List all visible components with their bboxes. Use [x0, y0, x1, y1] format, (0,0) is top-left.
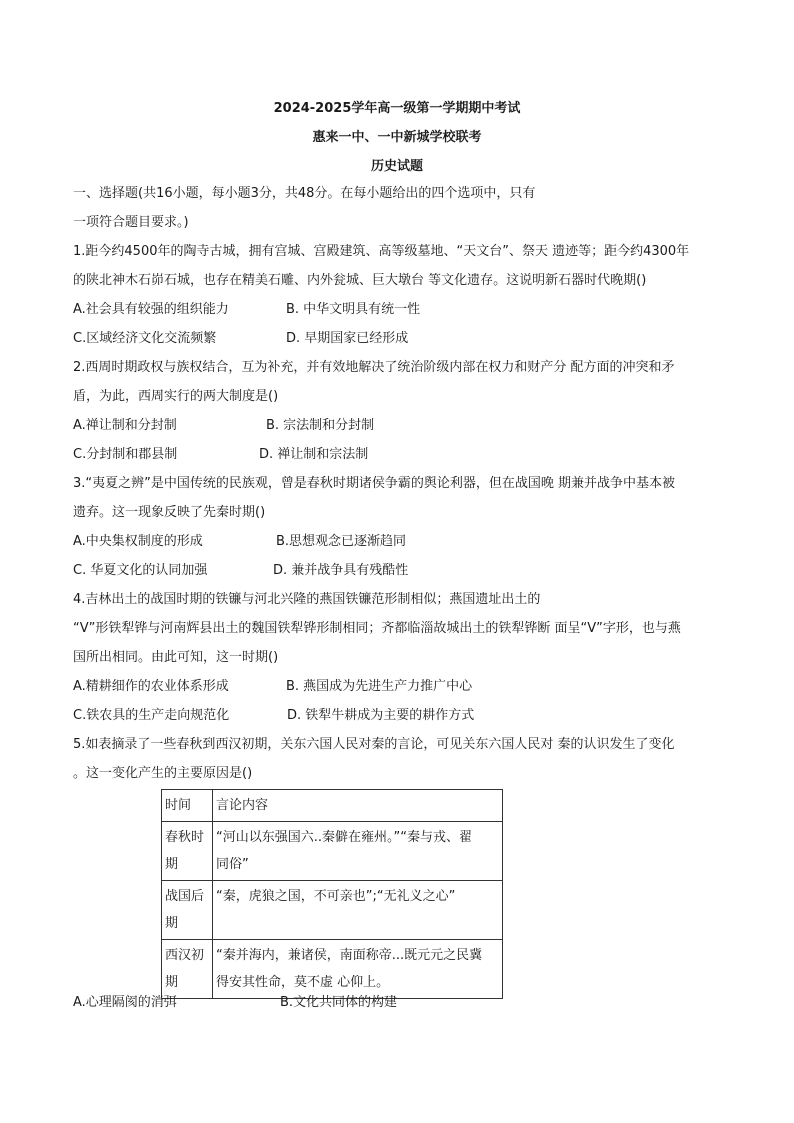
table-row	[162, 940, 503, 999]
q3-option-b: B.思想观念已逐渐趋同	[276, 534, 407, 549]
table-header-time: 时间	[162, 790, 213, 822]
q2-option-a: A.禅让制和分封制	[73, 418, 177, 433]
q3-option-a: A.中央集权制度的形成	[73, 534, 203, 549]
q4-stem-line2: “V”形铁犁铧与河南辉县出土的魏国铁犁铧形制相同；齐都临淄故城出土的铁犁铧断 面呈“V”字形，也与燕	[73, 621, 681, 636]
exam-subtitle: 惠来一中、一中新城学校联考	[312, 130, 482, 145]
q3-stem-line2: 遗弃。这一现象反映了先秦时期()	[73, 505, 266, 520]
q2-stem-line1: 2.西周时期政权与族权结合，互为补充，并有效地解决了统治阶级内部在权力和财产分 配方面的冲突和矛	[73, 360, 675, 375]
time-line1: 西汉初	[165, 948, 205, 963]
table-cell-time	[162, 822, 213, 881]
section-instructions-line2: 一项符合题目要求。)	[73, 215, 189, 230]
time-line2: 期	[165, 975, 179, 990]
content-line1: “秦并海内，兼诸侯，南面称帝...既元元之民冀	[216, 948, 483, 963]
time-line2: 期	[165, 916, 179, 931]
table-header-row	[162, 790, 503, 822]
q1-option-a: A.社会具有较强的组织能力	[73, 302, 229, 317]
content-line2: 同俗”	[216, 857, 249, 872]
q4-stem-line1: 4.吉林出土的战国时期的铁镰与河北兴隆的燕国铁镰范形制相似；燕国遗址出土的	[73, 592, 541, 607]
section-instructions-line1: 一、选择题(共16小题，每小题3分，共48分。在每小题给出的四个选项中，只有	[73, 186, 536, 201]
q5-option-b: B.文化共同体的构建	[280, 995, 398, 1010]
q2-stem-line2: 盾，为此，西周实行的两大制度是()	[73, 389, 279, 404]
q5-stem-line2: 。这一变化产生的主要原因是()	[73, 766, 253, 781]
content-line2: 得安其性命，莫不虚 心仰上。	[216, 975, 390, 990]
table-cell-content	[213, 822, 503, 881]
table-cell-content	[213, 940, 503, 999]
q1-option-c: C.区域经济文化交流频繁	[73, 331, 217, 346]
q4-option-c: C.铁农具的生产走向规范化	[73, 708, 230, 723]
table-cell-time	[162, 940, 213, 999]
q2-option-c: C.分封制和郡县制	[73, 447, 178, 462]
q3-stem-line1: 3.“夷夏之辨”是中国传统的民族观，曾是春秋时期诸侯争霸的舆论利器，但在战国晚 期兼并战争中基本被	[73, 476, 676, 491]
time-line1: 春秋时	[165, 830, 205, 845]
table-cell-time	[162, 881, 213, 940]
content-line2	[216, 910, 499, 937]
q5-quote-table	[161, 789, 503, 999]
table-header-content: 言论内容	[213, 790, 503, 822]
q1-stem-line2: 的陕北神木石峁石城，也存在精美石雕、内外瓮城、巨大墩台 等文化遗存。这说明新石器时代晚期()	[73, 273, 647, 288]
q1-option-d: D. 早期国家已经形成	[286, 331, 409, 346]
q3-option-c: C. 华夏文化的认同加强	[73, 563, 208, 578]
table-row	[162, 822, 503, 881]
time-line2: 期	[165, 857, 179, 872]
content-line1: “秦，虎狼之国，不可亲也”;“无礼义之心”	[216, 889, 456, 904]
exam-subject: 历史试题	[370, 159, 423, 174]
q2-option-d: D. 禅让制和宗法制	[259, 447, 369, 462]
q1-stem-line1: 1.距今约4500年的陶寺古城，拥有宫城、宫殿建筑、高等级墓地、“天文台”、祭天 遗迹等；距今约4300年	[73, 244, 690, 259]
q4-option-b: B. 燕国成为先进生产力推广中心	[286, 679, 473, 694]
content-line1: “河山以东强国六..秦僻在雍州。”“秦与戎、翟	[216, 830, 472, 845]
exam-title: 2024-2025学年高一级第一学期期中考试	[273, 101, 521, 116]
q2-option-b: B. 宗法制和分封制	[266, 418, 375, 433]
q4-option-a: A.精耕细作的农业体系形成	[73, 679, 229, 694]
q3-option-d: D. 兼并战争具有残酷性	[273, 563, 409, 578]
q4-stem-line3: 国所出相同。由此可知，这一时期()	[73, 650, 279, 665]
table-cell-content	[213, 881, 503, 940]
q1-option-b: B. 中华文明具有统一性	[286, 302, 421, 317]
q4-option-d: D. 铁犁牛耕成为主要的耕作方式	[287, 708, 475, 723]
time-line1: 战国后	[165, 889, 205, 904]
table-row	[162, 881, 503, 940]
q5-stem-line1: 5.如表摘录了一些春秋到西汉初期，关东六国人民对秦的言论，可见关东六国人民对 秦的认识发生了变化	[73, 737, 675, 752]
q5-option-a: A.心理隔阂的消弭	[73, 995, 177, 1010]
